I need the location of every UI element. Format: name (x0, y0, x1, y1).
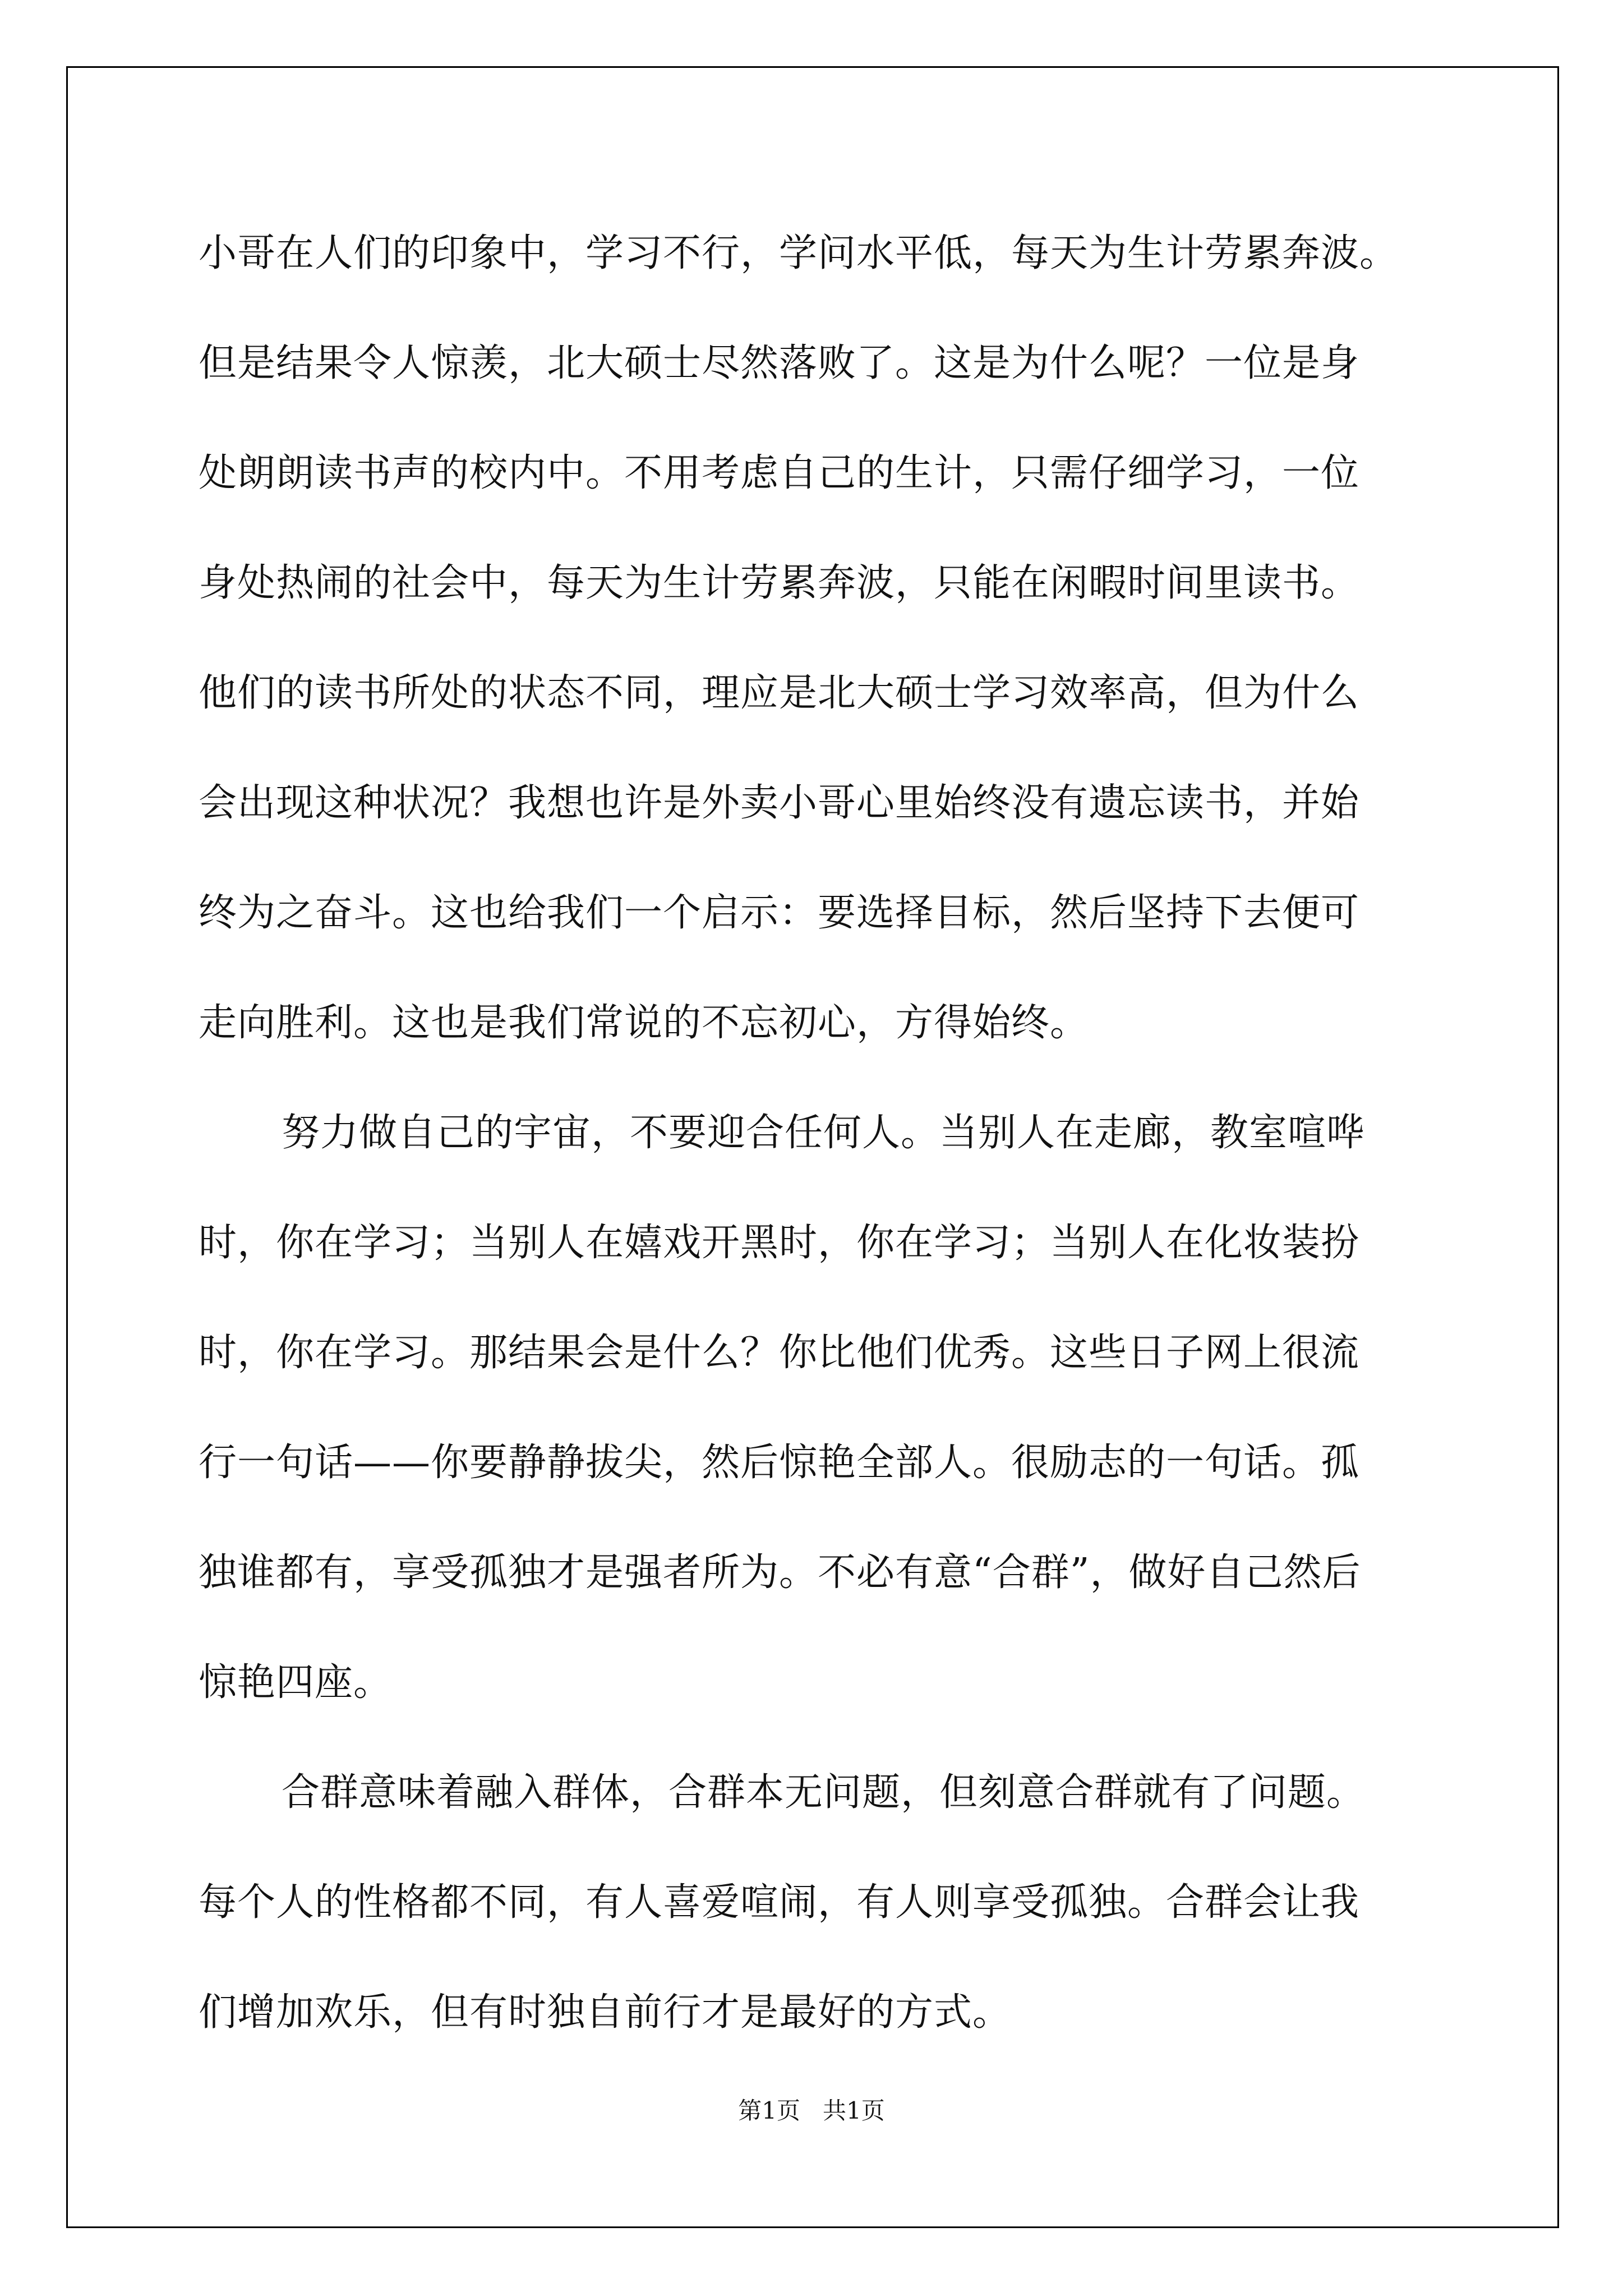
document-body (199, 199, 1427, 2068)
text-line: 独谁都有，享受孤独才是强者所为。不必有意“合群”，做好自己然后 (199, 1550, 1361, 1595)
page-footer (0, 2092, 1623, 2126)
text-line: 时，你在学习。那结果会是什么？你比他们优秀。这些日子网上很流 (199, 1331, 1360, 1375)
text-line: 终为之奋斗。这也给我们一个启示：要选择目标，然后坚持下去便可 (199, 891, 1360, 935)
text-line: 他们的读书所处的状态不同，理应是北大硕士学习效率高，但为什么 (199, 671, 1360, 715)
page-number: 第1页 (738, 2097, 800, 2124)
text-line: 走向胜利。这也是我们常说的不忘初心，方得始终。 (199, 1001, 1089, 1045)
text-line: 会出现这种状况？我想也许是外卖小哥心里始终没有遗忘读书，并始 (199, 781, 1360, 825)
text-line: 身处热闹的社会中，每天为生计劳累奔波，只能在闲暇时间里读书。 (199, 561, 1360, 605)
text-line: 惊艳四座。 (199, 1660, 393, 1705)
text-line: 每个人的性格都不同，有人喜爱喧闹，有人则享受孤独。合群会让我 (199, 1880, 1360, 1925)
text-line: 行一句话——你要静静拔尖，然后惊艳全部人。很励志的一句话。孤 (199, 1441, 1360, 1485)
text-line: 时，你在学习；当别人在嬉戏开黑时，你在学习；当别人在化妆装扮 (199, 1221, 1360, 1265)
text-line: 处朗朗读书声的校内中。不用考虑自己的生计，只需仔细学习，一位 (199, 451, 1360, 495)
page-total: 共1页 (823, 2097, 885, 2124)
text-line: 们增加欢乐，但有时独自前行才是最好的方式。 (199, 1990, 1012, 2035)
paragraph-first-line: 合群意味着融入群体，合群本无问题，但刻意合群就有了问题。 (282, 1770, 1366, 1815)
footer-spacer (800, 2097, 823, 2124)
text-line: 但是结果令人惊羡，北大硕士尽然落败了。这是为什么呢？一位是身 (199, 341, 1360, 385)
paragraph-first-line: 努力做自己的宇宙，不要迎合任何人。当别人在走廊，教室喧哗 (282, 1111, 1366, 1155)
text-line: 小哥在人们的印象中，学习不行，学问水平低，每天为生计劳累奔波。 (199, 231, 1399, 275)
